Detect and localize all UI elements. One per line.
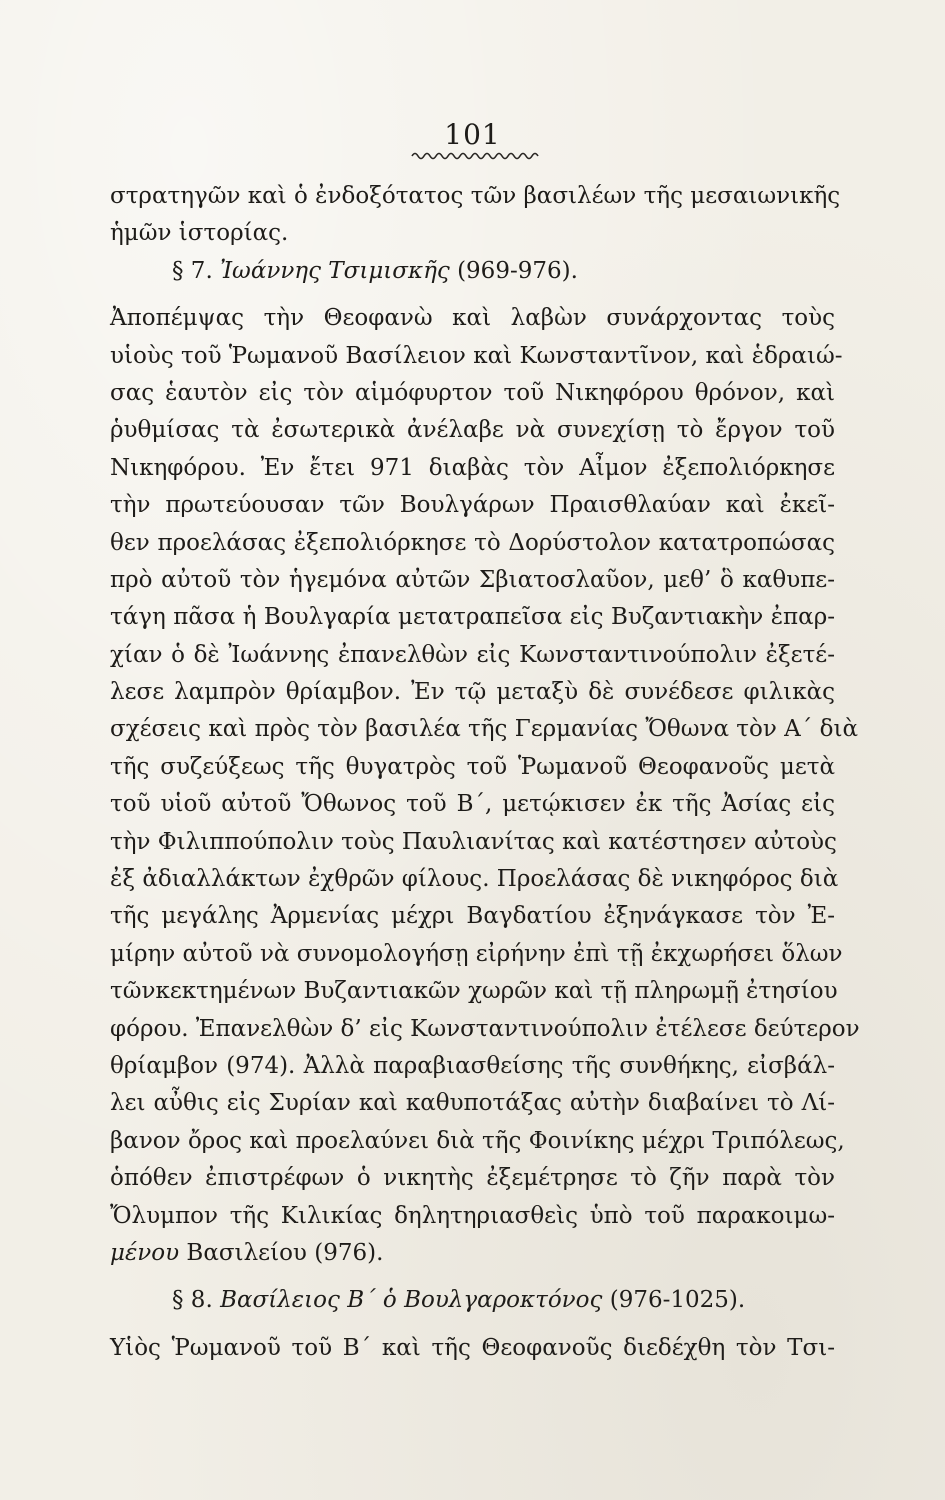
section-number: § 7. [172, 257, 213, 284]
text-line: Υἱὸς Ῥωμανοῦ τοῦ Β΄ καὶ τῆς Θεοφανοῦς διεδέχθη τὸν Τσι- [110, 1334, 835, 1361]
text-line: σας ἑαυτὸν εἰς τὸν αἱμόφυρτον τοῦ Νικηφόρου θρόνον, καὶ [110, 379, 835, 406]
text-line: θεν προελάσας ἐξεπολιόρκησε τὸ Δορύστολον κατατροπώσας [110, 529, 835, 556]
wavy-rule-ornament [410, 150, 540, 162]
text-line: πρὸ αὐτοῦ τὸν ἡγεμόνα αὐτῶν Σβιατοσλαῦον, μεθ’ ὃ καθυπε- [110, 566, 835, 593]
text-line [110, 1235, 835, 1272]
body-text [110, 178, 860, 1367]
section-number: § 8. [172, 1287, 213, 1314]
text-line: Ὄλυμπον τῆς Κιλικίας δηλητηριασθεὶς ὑπὸ τοῦ παρακοιμω- [110, 1202, 835, 1229]
gap [110, 1320, 835, 1330]
text-line: λεσε λαμπρὸν θρίαμβον. Ἐν τῷ μεταξὺ δὲ συνέδεσε φιλικὰς [110, 679, 835, 706]
text-line: τῆς συζεύξεως τῆς θυγατρὸς τοῦ Ῥωμανοῦ Θεοφανοῦς μετὰ [110, 753, 835, 780]
text-line: ἡμῶν ἱστορίας. [110, 220, 289, 247]
italic-word: μένου [110, 1239, 180, 1266]
text-line: ἐξ ἀδιαλλάκτων ἐχθρῶν φίλους. Προελάσας δὲ νικηφόρος διὰ [110, 866, 839, 893]
text-line: Ἀποπέμψας τὴν Θεοφανὼ καὶ λαβὼν συνάρχοντας τοὺς [110, 305, 835, 332]
text-line: βανον ὄρος καὶ προελαύνει διὰ τῆς Φοινίκης μέχρι Τριπόλεως, [110, 1127, 845, 1154]
section-heading-7 [110, 253, 835, 290]
text-line: θρίαμβον (974). Ἀλλὰ παραβιασθείσης τῆς συνθήκης, εἰσβάλ- [110, 1052, 835, 1079]
page-number: 101 [444, 118, 501, 151]
text-line: σχέσεις καὶ πρὸς τὸν βασιλέα τῆς Γερμανίας Ὄθωνα τὸν Α΄ διὰ [110, 716, 858, 743]
text-line: Νικηφόρου. Ἐν ἔτει 971 διαβὰς τὸν Αἶμον ἐξεπολιόρκησε [110, 454, 835, 481]
text-line: ὁπόθεν ἐπιστρέφων ὁ νικητὴς ἐξεμέτρησε τὸ ζῆν παρὰ τὸν [110, 1165, 835, 1192]
text-line: τοῦ υἱοῦ αὐτοῦ Ὄθωνος τοῦ Β΄, μετῴκισεν ἐκ τῆς Ἀσίας εἰς [110, 791, 835, 818]
text-line: ῥυθμίσας τὰ ἐσωτερικὰ ἀνέλαβε νὰ συνεχίσῃ τὸ ἔργον τοῦ [110, 417, 835, 444]
text-line: τὴν Φιλιππούπολιν τοὺς Παυλιανίτας καὶ κατέστησεν αὐτοὺς [110, 828, 837, 855]
text-line: στρατηγῶν καὶ ὁ ἐνδοξότατος τῶν βασιλέων τῆς μεσαιωνικῆς [110, 183, 841, 209]
line-remainder: Βασιλείου (976). [186, 1239, 384, 1266]
text-line: τῆς μεγάλης Ἀρμενίας μέχρι Βαγδατίου ἐξηνάγκασε τὸν Ἐ- [110, 903, 835, 930]
section-title: Βασίλειος Β΄ ὁ Βουλγαροκτόνος [220, 1287, 603, 1314]
text-line: χίαν ὁ δὲ Ἰωάννης ἐπανελθὼν εἰς Κωνσταντινούπολιν ἐξετέ- [110, 641, 835, 668]
section-heading-8 [110, 1282, 835, 1319]
gap [110, 1272, 835, 1282]
text-line: λει αὖθις εἰς Συρίαν καὶ καθυποτάξας αὐτὴν διαβαίνει τὸ Λί- [110, 1090, 835, 1117]
section-title: Ἰωάννης Τσιμισκῆς [220, 257, 450, 284]
text-line: υἱοὺς τοῦ Ῥωμανοῦ Βασίλειον καὶ Κωνσταντῖνον, καὶ ἑδραιώ- [110, 342, 843, 369]
text-line: φόρου. Ἐπανελθὼν δ’ εἰς Κωνσταντινούπολιν ἐτέλεσε δεύτερον [110, 1015, 860, 1042]
section-dates: (976-1025). [609, 1287, 746, 1314]
text-line: τὴν πρωτεύουσαν τῶν Βουλγάρων Πραισθλαύαν καὶ ἐκεῖ- [110, 492, 835, 519]
gap [110, 290, 835, 300]
text-line: μίρην αὐτοῦ νὰ συνομολογήσῃ εἰρήνην ἐπὶ τῇ ἐκχωρήσει ὅλων [110, 940, 843, 967]
text-line: τῶνκεκτημένων Βυζαντιακῶν χωρῶν καὶ τῇ πληρωμῇ ἐτησίου [110, 978, 838, 1005]
section-dates: (969-976). [457, 257, 578, 284]
text-line: τάγη πᾶσα ἡ Βουλγαρία μετατραπεῖσα εἰς Βυζαντιακὴν ἐπαρ- [110, 604, 835, 631]
